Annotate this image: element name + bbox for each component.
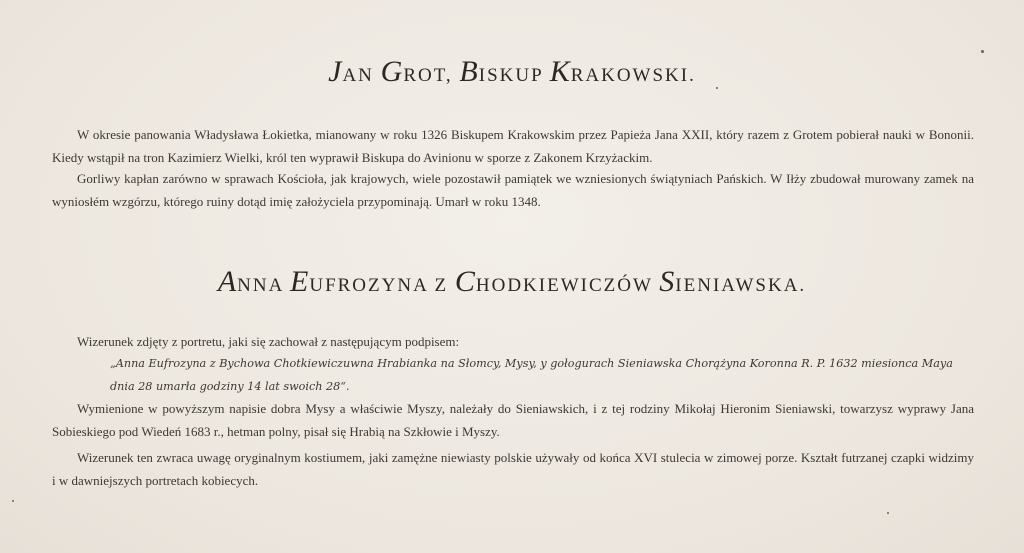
title-text: ISKUP [478, 65, 550, 86]
title-text: AN [342, 65, 381, 86]
paper-speck [716, 87, 718, 89]
section1-title [0, 55, 1024, 89]
section1-paragraph-2: Gorliwy kapłan zarówno w sprawach Kościoła, jak krajowych, wiele pozostawił pamiątek we wzniesionych świątyniach Pańskich. W Iłży zbudował murowany zamek na wyniosłém wzgórzu, którego ruiny dotąd imię założyciela przypominają. Umarł w roku 1348. [52, 171, 974, 209]
title-initial: S [659, 265, 675, 298]
section2-intro: Wizerunek zdjęty z portretu, jaki się zachował z następującym podpisem: [77, 334, 460, 349]
paper-speck [981, 50, 984, 53]
title-text: ROT, [403, 65, 460, 86]
title-initial: B [459, 55, 478, 88]
title-text: HODKIEWICZÓW [475, 275, 660, 296]
title-initial: C [454, 265, 475, 298]
section2-paragraph-1: Wymienione w powyższym napisie dobra Mysy a właściwie Myszy, należały do Sieniawskich, i z tej rodziny Mikołaj Hieronim Sieniawski, towarzysz wyprawy Jana Sobieskiego pod Wiedeń 1683 r., hetman polny, pisał się Hrabią na Szkłowie i Myszy. [52, 401, 974, 439]
section2-paragraph-2: Wizerunek ten zwraca uwagę oryginalnym kostiumem, jaki zamężne niewiasty polskie używały od końca XVI stulecia w zimowej porze. Kształt futrzanej czapki widzimy i w dawniejszych portretach kobiecych. [52, 450, 974, 488]
title-text: RAKOWSKI. [570, 65, 696, 86]
section2-title [0, 265, 1024, 299]
title-text: UFROZYNA Z [309, 275, 455, 296]
section1-paragraph-1: W okresie panowania Władysława Łokietka, mianowany w roku 1326 Biskupem Krakowskim przez Papieża Jana XXII, który razem z Grotem pobierał nauki w Bononii. Kiedy wstąpił na tron Kazimierz Wielki, król ten wyprawił Biskupa do Avinionu w sporze z Zakonem Krzyżackim. [52, 127, 974, 165]
title-initial: A [217, 265, 237, 298]
paper-speck [887, 512, 889, 514]
title-initial: J [328, 55, 342, 88]
title-text: IENIAWSKA. [675, 275, 807, 296]
title-initial: G [380, 55, 403, 88]
paper-speck [12, 500, 14, 502]
title-initial: E [290, 265, 309, 298]
title-text: NNA [237, 275, 291, 296]
portrait-inscription-quote: „Anna Eufrozyna z Bychowa Chotkiewiczuwna Hrabianka na Słomcy, Mysy, y gołogurach Sieniawska Chorążyna Koronna R. P. 1632 miesionca Maya dnia 28 umarła godziny 14 lat swoich 28“. [110, 357, 953, 393]
title-initial: K [549, 55, 570, 88]
